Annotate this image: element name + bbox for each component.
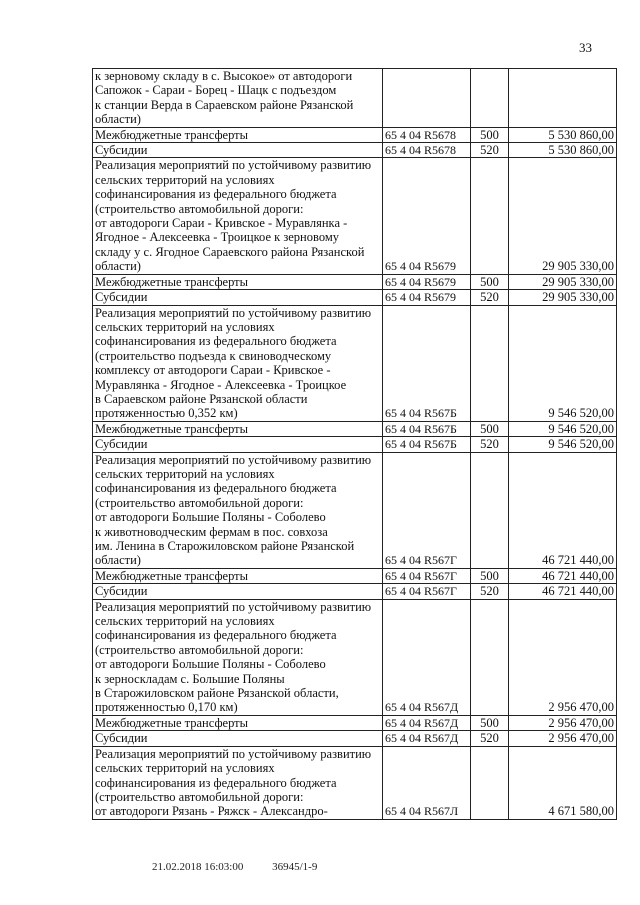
row-vr-cell xyxy=(471,452,509,568)
table-row xyxy=(93,568,617,583)
row-name-cell: Межбюджетные трансферты xyxy=(93,274,383,289)
row-sum-cell: 2 956 470,00 xyxy=(509,715,617,730)
row-name-cell: к зерновому складу в с. Высокое» от автодороги Сапожок - Сараи - Борец - Шацк с подъездом к станции Верда в Сараевском районе Рязанской области) xyxy=(93,69,383,128)
row-vr-cell: 500 xyxy=(471,421,509,436)
footer-document-id: 36945/1-9 xyxy=(272,861,318,873)
row-code-cell: 65 4 04 R567Г xyxy=(383,568,471,583)
row-name-cell: Межбюджетные трансферты xyxy=(93,127,383,142)
row-sum-cell: 5 530 860,00 xyxy=(509,143,617,158)
budget-table xyxy=(92,68,617,820)
row-name-cell: Субсидии xyxy=(93,731,383,746)
row-vr-cell xyxy=(471,599,509,715)
row-sum-cell: 2 956 470,00 xyxy=(509,731,617,746)
table-row xyxy=(93,437,617,452)
table-row xyxy=(93,584,617,599)
budget-table-body xyxy=(93,69,617,820)
row-sum-cell: 29 905 330,00 xyxy=(509,274,617,289)
row-vr-cell: 520 xyxy=(471,437,509,452)
row-sum-cell: 29 905 330,00 xyxy=(509,158,617,274)
row-name-cell: Субсидии xyxy=(93,437,383,452)
row-vr-cell xyxy=(471,746,509,819)
row-name-cell: Реализация мероприятий по устойчивому развитию сельских территорий на условиях софинансирования из федерального бюджета (строительство автомобильной дороги: от автодороги Рязань - Ряжск - Александро- xyxy=(93,746,383,819)
row-vr-cell xyxy=(471,305,509,421)
row-vr-cell: 520 xyxy=(471,143,509,158)
document-footer xyxy=(152,861,343,873)
row-code-cell: 65 4 04 R567Б xyxy=(383,437,471,452)
row-vr-cell: 500 xyxy=(471,715,509,730)
row-vr-cell: 500 xyxy=(471,568,509,583)
table-row xyxy=(93,305,617,421)
table-row xyxy=(93,731,617,746)
row-name-cell: Субсидии xyxy=(93,143,383,158)
footer-timestamp: 21.02.2018 16:03:00 xyxy=(152,861,244,873)
row-vr-cell xyxy=(471,69,509,128)
row-sum-cell: 9 546 520,00 xyxy=(509,437,617,452)
row-code-cell: 65 4 04 R5678 xyxy=(383,143,471,158)
row-sum-cell xyxy=(509,69,617,128)
row-vr-cell: 520 xyxy=(471,731,509,746)
row-code-cell: 65 4 04 R567Д xyxy=(383,731,471,746)
row-name-cell: Субсидии xyxy=(93,290,383,305)
page-number: 33 xyxy=(579,40,592,55)
row-code-cell xyxy=(383,69,471,128)
row-code-cell: 65 4 04 R567Л xyxy=(383,746,471,819)
row-vr-cell xyxy=(471,158,509,274)
table-row xyxy=(93,290,617,305)
row-sum-cell: 29 905 330,00 xyxy=(509,290,617,305)
row-sum-cell: 46 721 440,00 xyxy=(509,452,617,568)
row-name-cell: Межбюджетные трансферты xyxy=(93,568,383,583)
row-name-cell: Межбюджетные трансферты xyxy=(93,421,383,436)
row-sum-cell: 9 546 520,00 xyxy=(509,305,617,421)
table-row xyxy=(93,127,617,142)
table-row xyxy=(93,452,617,568)
table-row xyxy=(93,143,617,158)
row-sum-cell: 4 671 580,00 xyxy=(509,746,617,819)
row-vr-cell: 500 xyxy=(471,127,509,142)
row-code-cell: 65 4 04 R567Б xyxy=(383,305,471,421)
row-code-cell: 65 4 04 R5678 xyxy=(383,127,471,142)
row-vr-cell: 500 xyxy=(471,274,509,289)
row-name-cell: Реализация мероприятий по устойчивому развитию сельских территорий на условиях софинансирования из федерального бюджета (строительство автомобильной дороги: от автодороги Большие Поляны - Соболево к животноводческим фермам в пос. совхоза им. Ленина в Старожиловском районе Рязанской области) xyxy=(93,452,383,568)
row-code-cell: 65 4 04 R567Д xyxy=(383,599,471,715)
row-sum-cell: 46 721 440,00 xyxy=(509,584,617,599)
row-code-cell: 65 4 04 R567Б xyxy=(383,421,471,436)
table-row xyxy=(93,69,617,128)
row-name-cell: Реализация мероприятий по устойчивому развитию сельских территорий на условиях софинансирования из федерального бюджета (строительство подъезда к свиноводческому комплексу от автодороги Сараи - Кривское - Муравлянка - Ягодное - Алексеевка - Троицкое в Сараевском районе Рязанской области протяженностью 0,352 км) xyxy=(93,305,383,421)
table-row xyxy=(93,274,617,289)
row-code-cell: 65 4 04 R567Г xyxy=(383,584,471,599)
row-name-cell: Субсидии xyxy=(93,584,383,599)
row-sum-cell: 2 956 470,00 xyxy=(509,599,617,715)
row-vr-cell: 520 xyxy=(471,584,509,599)
row-code-cell: 65 4 04 R5679 xyxy=(383,158,471,274)
row-vr-cell: 520 xyxy=(471,290,509,305)
table-row xyxy=(93,158,617,274)
row-sum-cell: 46 721 440,00 xyxy=(509,568,617,583)
row-name-cell: Реализация мероприятий по устойчивому развитию сельских территорий на условиях софинансирования из федерального бюджета (строительство автомобильной дороги: от автодороги Большие Поляны - Соболево к зерноскладам с. Большие Поляны в Старожиловском районе Рязанской области, протяженностью 0,170 км) xyxy=(93,599,383,715)
row-code-cell: 65 4 04 R567Г xyxy=(383,452,471,568)
table-row xyxy=(93,746,617,819)
row-name-cell: Межбюджетные трансферты xyxy=(93,715,383,730)
table-row xyxy=(93,599,617,715)
row-sum-cell: 5 530 860,00 xyxy=(509,127,617,142)
table-row xyxy=(93,715,617,730)
row-sum-cell: 9 546 520,00 xyxy=(509,421,617,436)
row-code-cell: 65 4 04 R5679 xyxy=(383,290,471,305)
row-name-cell: Реализация мероприятий по устойчивому развитию сельских территорий на условиях софинансирования из федерального бюджета (строительство автомобильной дороги: от автодороги Сараи - Кривское - Муравлянка - Ягодное - Алексеевка - Троицкое к зерновому складу у с. Ягодное Сараевского района Рязанской области) xyxy=(93,158,383,274)
row-code-cell: 65 4 04 R5679 xyxy=(383,274,471,289)
table-row xyxy=(93,421,617,436)
row-code-cell: 65 4 04 R567Д xyxy=(383,715,471,730)
